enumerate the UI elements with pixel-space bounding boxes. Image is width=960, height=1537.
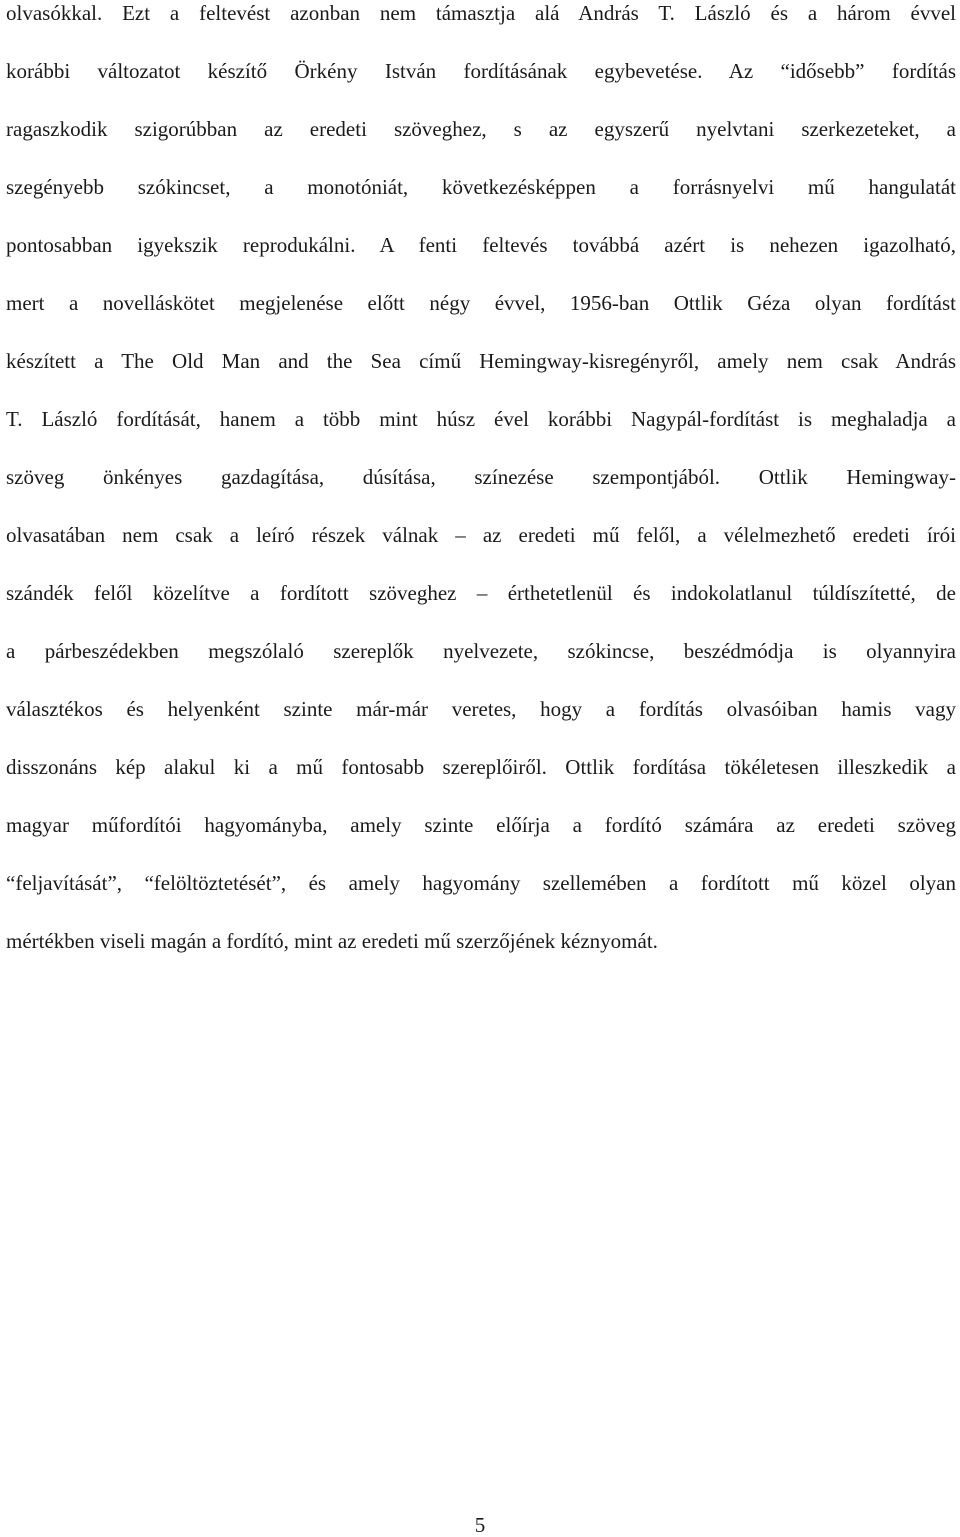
- text-line: pontosabban igyekszik reprodukálni. A fenti feltevés továbbá azért is nehezen igazolható,: [6, 233, 956, 257]
- body-text: [6, 0, 956, 986]
- text-line: disszonáns kép alakul ki a mű fontosabb szereplőiről. Ottlik fordítása tökéletesen illeszkedik a: [6, 755, 956, 779]
- text-line: szöveg önkényes gazdagítása, dúsítása, színezése szempontjából. Ottlik Hemingway-: [6, 465, 956, 489]
- text-line: választékos és helyenként szinte már-már veretes, hogy a fordítás olvasóiban hamis vagy: [6, 697, 956, 721]
- text-line: magyar műfordítói hagyományba, amely szinte előírja a fordító számára az eredeti szöveg: [6, 813, 956, 837]
- text-line: ragaszkodik szigorúbban az eredeti szöveghez, s az egyszerű nyelvtani szerkezeteket, a: [6, 117, 956, 141]
- text-line: mert a novelláskötet megjelenése előtt négy évvel, 1956-ban Ottlik Géza olyan fordítást: [6, 291, 956, 315]
- text-line: a párbeszédekben megszólaló szereplők nyelvezete, szókincse, beszédmódja is olyannyira: [6, 639, 956, 663]
- text-line: szándék felől közelítve a fordított szöveghez – érthetetlenül és indokolatlanul túldíszítetté, de: [6, 581, 956, 605]
- page-number: 5: [474, 1513, 486, 1537]
- text-line: korábbi változatot készítő Örkény István fordításának egybevetése. Az “idősebb” fordítás: [6, 59, 956, 83]
- text-line: T. László fordítását, hanem a több mint húsz ével korábbi Nagypál-fordítást is meghaladja a: [6, 407, 956, 431]
- text-line: “feljavítását”, “felöltöztetését”, és amely hagyomány szellemében a fordított mű közel olyan: [6, 871, 956, 895]
- text-line: szegényebb szókincset, a monotóniát, következésképpen a forrásnyelvi mű hangulatát: [6, 175, 956, 199]
- text-line: készített a The Old Man and the Sea című Hemingway-kisregényről, amely nem csak András: [6, 349, 956, 373]
- text-line-last: mértékben viseli magán a fordító, mint az eredeti mű szerzőjének kéznyomát.: [6, 929, 658, 953]
- text-line: olvasókkal. Ezt a feltevést azonban nem támasztja alá András T. László és a három évvel: [6, 1, 956, 25]
- text-line: olvasatában nem csak a leíró részek válnak – az eredeti mű felől, a vélelmezhető eredeti írói: [6, 523, 956, 547]
